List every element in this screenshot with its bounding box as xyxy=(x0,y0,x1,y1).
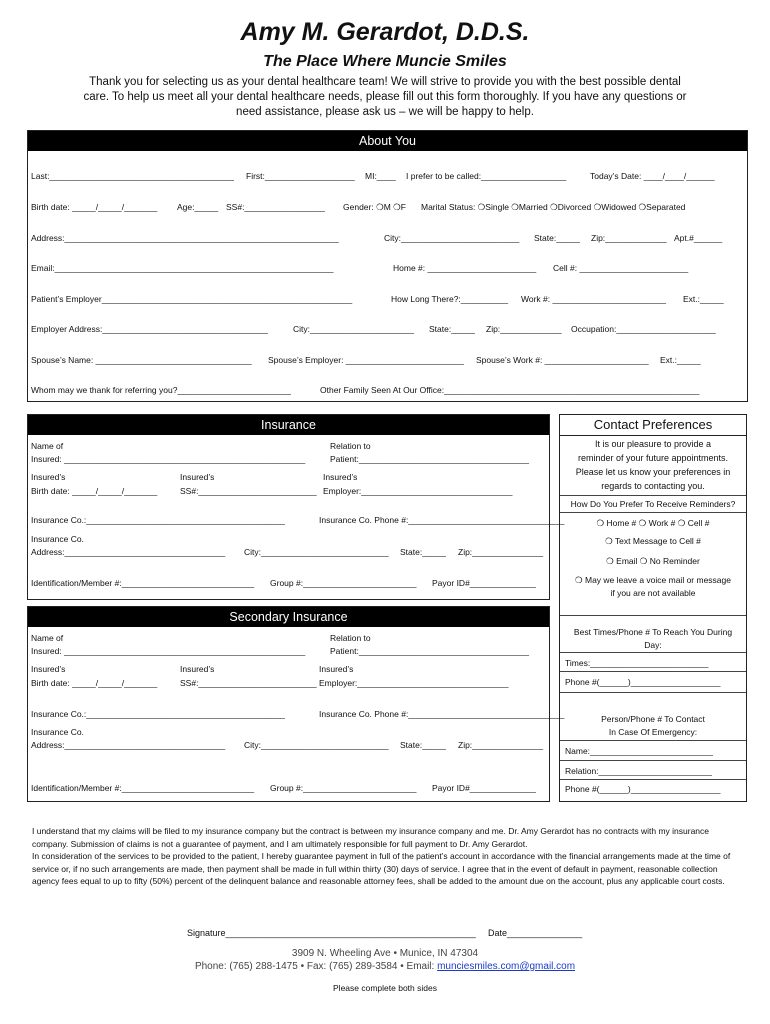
sec-insurance-state-field[interactable]: State:_____ xyxy=(400,740,446,750)
about-you-heading: About You xyxy=(28,131,747,151)
sec-relation-label: Relation to xyxy=(330,633,371,643)
contact-divider xyxy=(560,760,746,761)
marital-status-options[interactable]: Marital Status: ❍Single ❍Married ❍Divorced ❍Widowed ❍Separated xyxy=(421,202,686,212)
reminder-phone-options[interactable]: ❍ Home # ❍ Work # ❍ Cell # xyxy=(596,518,710,528)
ssn-field[interactable]: SS#:_________________ xyxy=(226,202,325,212)
employer-zip-field[interactable]: Zip:_____________ xyxy=(486,324,562,334)
insurance-state-field[interactable]: State:_____ xyxy=(400,547,446,557)
sec-insured-ss-label: Insured’s xyxy=(180,664,215,674)
spouse-ext-field[interactable]: Ext.:_____ xyxy=(660,355,701,365)
sec-group-number-field[interactable]: Group #:________________________ xyxy=(270,783,417,793)
sec-insured-employer-field[interactable]: Employer:________________________________ xyxy=(319,678,509,688)
payment-guarantee-paragraph: In consideration of the services to be provided to the patient, I hereby guarantee payment in full of the patient’s account in accordance with the financial arrangements made at the time of service or, if no such arrangements are made, then payment shall be made in full within thirty (30) days of service. I agree that in the event of default in payment, reasonable collection agency fees equal to up to fifty (50%) percent of the delinquent balance and reasonable attorney fees, shall be added to the amount due on the account, plus any applicable court costs. xyxy=(32,851,731,887)
spouse-work-phone-field[interactable]: Spouse’s Work #: ______________________ xyxy=(476,355,649,365)
emergency-label-1: Person/Phone # To Contact xyxy=(601,714,705,724)
emergency-name-field[interactable]: Name:__________________________ xyxy=(565,746,713,756)
insurance-heading: Insurance xyxy=(28,415,549,435)
home-phone-field[interactable]: Home #: _______________________ xyxy=(393,263,537,273)
sec-relation-field[interactable]: Patient:____________________________________ xyxy=(330,646,530,656)
reminder-text-2: reminder of your future appointments. xyxy=(577,453,729,463)
phone-fax-text: Phone: (765) 288-1475 • Fax: (765) 289-3584 • Email: xyxy=(194,961,438,972)
sec-insured-birth-field[interactable]: Birth date: _____/_____/_______ xyxy=(31,678,158,688)
contact-divider xyxy=(560,671,746,672)
sec-member-id-field[interactable]: Identification/Member #:____________________________ xyxy=(31,783,255,793)
insurance-company-field[interactable]: Insurance Co.:__________________________________________ xyxy=(31,515,285,525)
emergency-relation-field[interactable]: Relation:________________________ xyxy=(565,766,713,776)
insured-name-label: Name of xyxy=(31,441,64,451)
reminder-text-3: Please let us know your preferences in xyxy=(575,467,731,477)
sec-insured-name-field[interactable]: Insured: ___________________________________________________ xyxy=(31,646,306,656)
sec-payor-id-field[interactable]: Payor ID#______________ xyxy=(432,783,536,793)
how-long-field[interactable]: How Long There?:__________ xyxy=(391,294,509,304)
middle-initial-field[interactable]: MI:____ xyxy=(365,171,396,181)
insured-name-field[interactable]: Insured: ___________________________________________________ xyxy=(31,454,306,464)
insurance-address-field[interactable]: Address:__________________________________ xyxy=(31,547,226,557)
contact-line xyxy=(0,961,770,972)
relation-label: Relation to xyxy=(330,441,371,451)
spouse-name-field[interactable]: Spouse’s Name: _________________________________ xyxy=(31,355,252,365)
todays-date-field[interactable]: Today’s Date: ____/____/______ xyxy=(590,171,715,181)
sec-insurance-zip-field[interactable]: Zip:_______________ xyxy=(458,740,544,750)
sec-insured-employer-label: Insured’s xyxy=(319,664,354,674)
insured-ss-label: Insured’s xyxy=(180,472,215,482)
contact-divider xyxy=(560,779,746,780)
referral-field[interactable]: Whom may we thank for referring you?________________________ xyxy=(31,385,291,395)
work-phone-field[interactable]: Work #: ________________________ xyxy=(521,294,666,304)
contact-preferences-heading: Contact Preferences xyxy=(560,415,746,436)
insurance-claims-paragraph: I understand that my claims will be filed to my insurance company but the contract is between my insurance company and me. Dr. Amy Gerardot has no contracts with my insurance company. Submission of claims is not a guarantee of payment, and I am ultimately responsible for full payment to Dr. Amy Gerardot. xyxy=(32,826,710,849)
insured-birth-label: Insured’s xyxy=(31,472,66,482)
reminder-text-1: It is our pleasure to provide a xyxy=(594,439,712,449)
contact-divider xyxy=(560,615,746,616)
apt-field[interactable]: Apt.#______ xyxy=(674,233,723,243)
zip-field[interactable]: Zip:_____________ xyxy=(591,233,667,243)
secondary-insurance-section xyxy=(27,606,550,802)
email-link[interactable]: munciesmiles.com@gmail.com xyxy=(437,961,576,972)
insured-employer-label: Insured’s xyxy=(323,472,358,482)
signature-date-field[interactable]: Date_______________ xyxy=(488,928,583,938)
work-ext-field[interactable]: Ext.:_____ xyxy=(683,294,724,304)
signature-field[interactable]: Signature__________________________________________________ xyxy=(187,928,476,938)
best-times-label-1: Best Times/Phone # To Reach You During xyxy=(573,627,733,637)
cell-phone-field[interactable]: Cell #: _______________________ xyxy=(553,263,689,273)
insured-birth-field[interactable]: Birth date: _____/_____/_______ xyxy=(31,486,158,496)
address-field[interactable]: Address:__________________________________________________________ xyxy=(31,233,339,243)
best-times-label-2: Day: xyxy=(644,640,662,650)
member-id-field[interactable]: Identification/Member #:____________________________ xyxy=(31,578,255,588)
reminder-question: How Do You Prefer To Receive Reminders? xyxy=(570,499,736,509)
best-phone-field[interactable]: Phone #(______)___________________ xyxy=(565,677,721,687)
contact-divider xyxy=(560,652,746,653)
last-name-field[interactable]: Last:_______________________________________ xyxy=(31,171,234,181)
birth-date-field[interactable]: Birth date: _____/_____/_______ xyxy=(31,202,158,212)
contact-divider xyxy=(560,512,746,513)
relation-field[interactable]: Patient:____________________________________ xyxy=(330,454,530,464)
city-field[interactable]: City:_________________________ xyxy=(384,233,520,243)
patient-employer-field[interactable]: Patient’s Employer_____________________________________________________ xyxy=(31,294,353,304)
practice-address: 3909 N. Wheeling Ave • Munice, IN 47304 xyxy=(291,948,479,959)
preferred-name-field[interactable]: I prefer to be called:__________________ xyxy=(406,171,567,181)
sec-insured-birth-label: Insured’s xyxy=(31,664,66,674)
contact-divider xyxy=(560,495,746,496)
reminder-text-option[interactable]: ❍ Text Message to Cell # xyxy=(605,536,701,546)
occupation-field[interactable]: Occupation:_____________________ xyxy=(571,324,716,334)
state-field[interactable]: State:_____ xyxy=(534,233,580,243)
reminder-text-4: regards to contacting you. xyxy=(601,481,705,491)
contact-divider xyxy=(560,692,746,693)
reminder-email-options[interactable]: ❍ Email ❍ No Reminder xyxy=(606,556,700,566)
employer-city-field[interactable]: City:______________________ xyxy=(293,324,415,334)
emergency-phone-field[interactable]: Phone #(______)___________________ xyxy=(565,784,721,794)
employer-address-field[interactable]: Employer Address:___________________________________ xyxy=(31,324,268,334)
age-field[interactable]: Age:_____ xyxy=(177,202,219,212)
intro-text: Thank you for selecting us as your dental healthcare team! We will strive to provide you with the best possible dental care. To help us meet all your dental healthcare needs, please fill out this form thoroughly. If you have any questions or need assistance, please ask us – we will be happy to help. xyxy=(83,76,687,118)
employer-state-field[interactable]: State:_____ xyxy=(429,324,475,334)
secondary-insurance-heading: Secondary Insurance xyxy=(28,607,549,627)
sec-insurance-address-field[interactable]: Address:__________________________________ xyxy=(31,740,226,750)
insurance-zip-field[interactable]: Zip:_______________ xyxy=(458,547,544,557)
insurance-city-field[interactable]: City:___________________________ xyxy=(244,547,389,557)
sec-insurance-address-label: Insurance Co. xyxy=(31,727,84,737)
best-times-field[interactable]: Times:_________________________ xyxy=(565,658,709,668)
first-name-field[interactable]: First:___________________ xyxy=(246,171,355,181)
contact-divider xyxy=(560,740,746,741)
email-field[interactable]: Email:___________________________________________________________ xyxy=(31,263,334,273)
both-sides-note: Please complete both sides xyxy=(333,983,437,993)
insurance-section xyxy=(27,414,550,600)
sec-insurance-company-field[interactable]: Insurance Co.:__________________________________________ xyxy=(31,709,285,719)
payor-id-field[interactable]: Payor ID#______________ xyxy=(432,578,536,588)
gender-options[interactable]: Gender: ❍M ❍F xyxy=(343,202,406,212)
insured-employer-field[interactable]: Employer:________________________________ xyxy=(323,486,513,496)
voicemail-note: if you are not available xyxy=(610,588,696,598)
insurance-address-label: Insurance Co. xyxy=(31,534,84,544)
sec-insurance-city-field[interactable]: City:___________________________ xyxy=(244,740,389,750)
emergency-label-2: In Case Of Emergency: xyxy=(608,727,698,737)
voicemail-option[interactable]: ❍ May we leave a voice mail or message xyxy=(575,575,731,585)
insurance-phone-field[interactable]: Insurance Co. Phone #:_________________________________ xyxy=(319,515,565,525)
financial-agreement xyxy=(32,825,744,888)
sec-insured-name-label: Name of xyxy=(31,633,64,643)
spouse-employer-field[interactable]: Spouse’s Employer: _________________________ xyxy=(268,355,464,365)
practice-title: Amy M. Gerardot, D.D.S. xyxy=(240,18,530,46)
family-seen-field[interactable]: Other Family Seen At Our Office:______________________________________________________ xyxy=(320,385,700,395)
practice-subtitle: The Place Where Muncie Smiles xyxy=(263,53,507,70)
group-number-field[interactable]: Group #:________________________ xyxy=(270,578,417,588)
sec-insurance-phone-field[interactable]: Insurance Co. Phone #:_________________________________ xyxy=(319,709,565,719)
insured-ss-field[interactable]: SS#:_________________________ xyxy=(180,486,317,496)
sec-insured-ss-field[interactable]: SS#:_________________________ xyxy=(180,678,317,688)
